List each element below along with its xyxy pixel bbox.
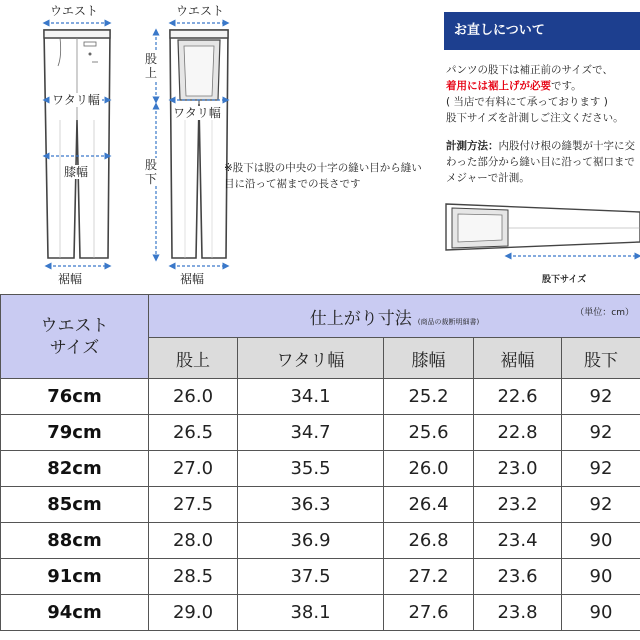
measurement-cell: 23.8 [474,595,562,631]
finished-size-title: 仕上がり寸法 [309,308,412,329]
front-knee-label: 膝幅 [64,165,89,179]
measurement-cell: 92 [562,415,640,451]
table-row [1,523,640,559]
waist-size-cell: 88cm [1,523,149,559]
measurement-cell: 26.8 [384,523,474,559]
measurement-cell: 23.0 [474,451,562,487]
waist-size-cell: 91cm [1,559,149,595]
front-thigh-label: ワタリ幅 [52,93,100,107]
waist-size-cell: 79cm [1,415,149,451]
measurement-cell: 27.0 [149,451,238,487]
waist-size-cell: 82cm [1,451,149,487]
table-row [1,487,640,523]
measurement-cell: 28.0 [149,523,238,559]
column-header: 股下 [562,338,640,379]
column-header: ワタリ幅 [238,338,384,379]
measurement-cell: 27.5 [149,487,238,523]
waist-header-line2: サイズ [49,337,100,358]
pants-diagram [0,0,420,292]
back-hem-label: 裾幅 [180,272,205,286]
column-header: 股上 [149,338,238,379]
measurement-cell: 29.0 [149,595,238,631]
waist-size-cell: 85cm [1,487,149,523]
measurement-cell: 22.8 [474,415,562,451]
measurement-cell: 27.2 [384,559,474,595]
info-line-2 [446,78,640,94]
info-line-3: ( 当店で有料にて承っております ) [446,96,608,108]
measurement-cell: 37.5 [238,559,384,595]
measurement-cell: 34.1 [238,379,384,415]
waist-header-line1: ウエスト [40,315,109,336]
table-row [1,559,640,595]
measurement-cell: 90 [562,559,640,595]
measurement-cell: 26.0 [149,379,238,415]
table-header-row [1,295,640,338]
waist-size-cell: 76cm [1,379,149,415]
back-pants-drawing [170,30,228,258]
alteration-info-panel [444,12,640,285]
table-row [1,451,640,487]
measure-title: 計測方法： [446,140,499,152]
measurement-cell: 23.6 [474,559,562,595]
inseam-note: ※股下は股の中央の十字の縫い目から縫い目に沿って裾までの長さです [224,162,422,190]
front-waist-label: ウエスト [50,4,99,18]
unit-label: （単位：cm） [575,308,634,318]
pants-illustration [0,0,420,292]
measurement-cell: 27.6 [384,595,474,631]
table-body [1,379,640,631]
front-pants-drawing [44,30,110,258]
measurement-cell: 26.5 [149,415,238,451]
table-row [1,595,640,631]
info-body [444,62,640,126]
hem-required-text: 着用には裾上げが必要 [446,80,551,92]
measurement-cell: 34.7 [238,415,384,451]
size-table [0,294,640,631]
info-header: お直しについて [444,12,640,50]
column-header: 膝幅 [384,338,474,379]
measurement-cell: 92 [562,379,640,415]
measurement-cell: 22.6 [474,379,562,415]
info-line-4: 股下サイズを計測しご注文ください。 [446,112,624,124]
info-line-1: パンツの股下は補正前のサイズで、 [446,64,613,76]
column-header: 裾幅 [474,338,562,379]
measurement-cell: 92 [562,487,640,523]
waist-size-cell: 94cm [1,595,149,631]
back-inseam-label: 股下 [144,158,157,186]
measurement-cell: 23.2 [474,487,562,523]
measurement-cell: 25.6 [384,415,474,451]
finished-size-header [149,295,640,338]
inseam-size-label: 股下サイズ [542,275,587,285]
measurement-cell: 90 [562,523,640,559]
measurement-cell: 36.9 [238,523,384,559]
measurement-cell: 92 [562,451,640,487]
back-rise-label: 股上 [144,52,157,80]
table-row [1,379,640,415]
measurement-cell: 25.2 [384,379,474,415]
measure-text: 内股付け根の縫製が十字に交わった部分から縫い目に沿って裾口までメジャーで計測。 [446,140,635,184]
measurement-cell: 28.5 [149,559,238,595]
waist-size-header [1,295,149,379]
measurement-cell: 26.0 [384,451,474,487]
info-line-2-rest: です。 [551,80,582,92]
back-thigh-label: ワタリ幅 [173,106,221,120]
measurement-cell: 90 [562,595,640,631]
measurement-cell: 26.4 [384,487,474,523]
finished-size-sub: (商品の裁断明細書) [417,317,480,326]
front-hem-label: 裾幅 [58,272,83,286]
measure-method [444,138,640,186]
back-waist-label: ウエスト [176,4,225,18]
measurement-cell: 36.3 [238,487,384,523]
table-row [1,415,640,451]
measurement-cell: 38.1 [238,595,384,631]
measurement-cell: 35.5 [238,451,384,487]
measurement-cell: 23.4 [474,523,562,559]
inseam-measure-illustration [444,198,640,270]
